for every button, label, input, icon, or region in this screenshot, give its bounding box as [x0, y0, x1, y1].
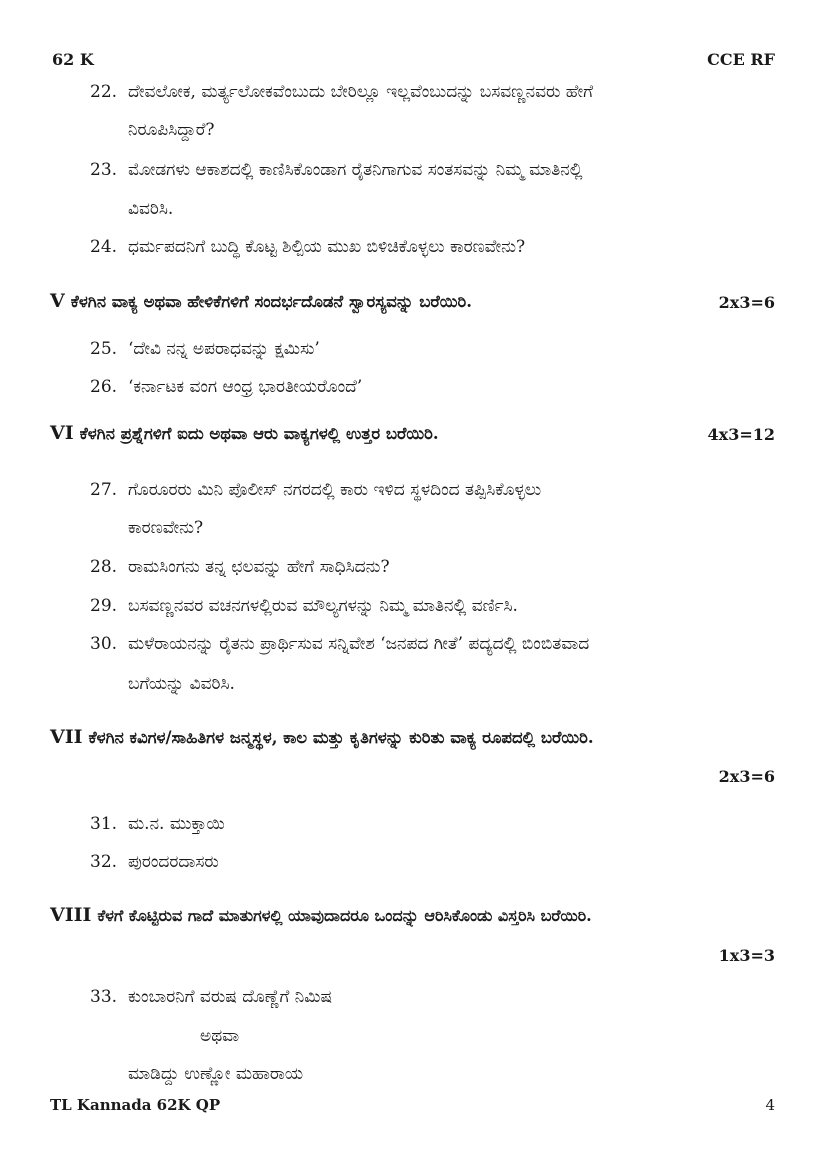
footer-label: TL Kannada 62K QP — [50, 1096, 221, 1114]
question-text: ಮಳೆರಾಯನನ್ನು ರೈತನು ಪ್ರಾರ್ಥಿಸುವ ಸನ್ನಿವೇಶ ‘ಜನಪದ ಗೀತೆ’ ಪದ್ಯದಲ್ಲಿ ಬಿಂಬಿತವಾದ — [128, 634, 590, 654]
section-v-marks: 2x3=6 — [718, 293, 775, 312]
section-numeral: VI — [50, 422, 74, 444]
question-text: ಮೋಡಗಳು ಆಕಾಶದಲ್ಲಿ ಕಾಣಿಸಿಕೊಂಡಾಗ ರೈತನಿಗಾಗುವ ಸಂತಸವನ್ನು ನಿಮ್ಮ ಮಾತಿನಲ್ಲಿ — [128, 160, 583, 180]
question-26 — [90, 375, 362, 399]
section-title: ಕೆಳಗಿನ ವಾಕ್ಯ ಅಥವಾ ಹೇಳಿಕೆಗಳಿಗೆ ಸಂದರ್ಭದೊಡನೆ ಸ್ವಾರಸ್ಯವನ್ನು ಬರೆಯಿರಿ. — [70, 292, 472, 311]
or-separator: ಅಥವಾ — [200, 1026, 240, 1046]
section-v-heading — [50, 290, 472, 312]
header-code: 62 K — [52, 50, 94, 69]
question-23-cont: ವಿವರಿಸಿ. — [128, 199, 174, 219]
question-text: ‘ಕರ್ನಾಟಕ ವಂಗ ಆಂಧ್ರ ಭಾರತೀಯರೊಂದೆ’ — [128, 377, 363, 397]
question-number: 31. — [90, 814, 118, 834]
question-number: 27. — [90, 480, 118, 500]
section-numeral: VII — [50, 726, 83, 748]
question-text: ಬಸವಣ್ಣನವರ ವಚನಗಳಲ್ಲಿರುವ ಮೌಲ್ಯಗಳನ್ನು ನಿಮ್ಮ ಮಾತಿನಲ್ಲಿ ವರ್ಣಿಸಿ. — [128, 596, 518, 616]
question-32 — [90, 850, 219, 874]
header-series: CCE RF — [707, 50, 775, 69]
question-text: ಧರ್ಮಪದನಿಗೆ ಬುದ್ಧಿ ಕೊಟ್ಟ ಶಿಲ್ಪಿಯ ಮುಖ ಬಿಳಿಚಿಕೊಳ್ಳಲು ಕಾರಣವೇನು? — [128, 237, 526, 257]
question-number: 29. — [90, 596, 118, 616]
question-30-cont: ಬಗೆಯನ್ನು ವಿವರಿಸಿ. — [128, 674, 235, 694]
question-33 — [90, 985, 332, 1009]
question-text: ಮ.ನ. ಮುಕ್ತಾಯಿ — [128, 814, 225, 834]
question-number: 24. — [90, 237, 118, 257]
section-title: ಕೆಳಗೆ ಕೊಟ್ಟಿರುವ ಗಾದೆ ಮಾತುಗಳಲ್ಲಿ ಯಾವುದಾದರೂ ಒಂದನ್ನು ಆರಿಸಿಕೊಂಡು ವಿಸ್ತರಿಸಿ ಬರೆಯಿರಿ. — [97, 906, 592, 925]
question-29 — [90, 594, 518, 618]
section-vi-heading — [50, 422, 439, 444]
question-22-cont: ನಿರೂಪಿಸಿದ್ದಾರೆ? — [128, 120, 215, 140]
question-text: ರಾಮಸಿಂಗನು ತನ್ನ ಛಲವನ್ನು ಹೇಗೆ ಸಾಧಿಸಿದನು? — [128, 557, 390, 577]
section-title: ಕೆಳಗಿನ ಪ್ರಶ್ನೆಗಳಿಗೆ ಐದು ಅಥವಾ ಆರು ವಾಕ್ಯಗಳಲ್ಲಿ ಉತ್ತರ ಬರೆಯಿರಿ. — [79, 424, 439, 443]
question-number: 25. — [90, 339, 118, 359]
question-text: ದೇವಲೋಕ, ಮರ್ತ್ಯಲೋಕವೆಂಬುದು ಬೇರಿಲ್ಲೂ ಇಲ್ಲವೆಂಬುದನ್ನು ಬಸವಣ್ಣನವರು ಹೇಗೆ — [128, 82, 594, 102]
section-vii-heading — [50, 726, 594, 748]
question-27 — [90, 478, 541, 502]
section-numeral: V — [50, 290, 65, 312]
question-text: ಪುರಂದರದಾಸರು — [128, 852, 219, 872]
question-28 — [90, 555, 390, 579]
section-viii-marks: 1x3=3 — [718, 946, 775, 965]
question-number: 23. — [90, 160, 118, 180]
question-number: 22. — [90, 82, 118, 102]
question-text: ಕುಂಬಾರನಿಗೆ ವರುಷ ದೊಣ್ಣೆಗೆ ನಿಮಿಷ — [128, 987, 333, 1007]
question-number: 26. — [90, 377, 118, 397]
section-vii-marks: 2x3=6 — [718, 767, 775, 786]
question-31 — [90, 812, 225, 836]
question-text: ಗೊರೂರರು ಮಿನಿ ಪೊಲೀಸ್ ನಗರದಲ್ಲಿ ಕಾರು ಇಳಿದ ಸ್ಥಳದಿಂದ ತಪ್ಪಿಸಿಕೊಳ್ಳಲು — [128, 480, 542, 500]
question-25 — [90, 337, 320, 361]
question-22 — [90, 80, 593, 104]
section-numeral: VIII — [50, 904, 92, 926]
question-24 — [90, 235, 525, 259]
question-23 — [90, 158, 583, 182]
question-number: 30. — [90, 634, 118, 654]
section-vi-marks: 4x3=12 — [707, 425, 775, 444]
question-text: ‘ದೇವಿ ನನ್ನ ಅಪರಾಧವನ್ನು ಕ್ಷಮಿಸು’ — [128, 339, 320, 359]
question-27-cont: ಕಾರಣವೇನು? — [128, 518, 204, 538]
question-number: 32. — [90, 852, 118, 872]
section-title: ಕೆಳಗಿನ ಕವಿಗಳ/ಸಾಹಿತಿಗಳ ಜನ್ಮಸ್ಥಳ, ಕಾಲ ಮತ್ತು ಕೃತಿಗಳನ್ನು ಕುರಿತು ವಾಕ್ಯ ರೂಪದಲ್ಲಿ ಬರೆಯಿರಿ. — [88, 728, 594, 747]
section-viii-heading — [50, 904, 592, 926]
page-number: 4 — [765, 1096, 775, 1114]
question-30 — [90, 632, 589, 656]
question-33-option2: ಮಾಡಿದ್ದು ಉಣ್ಣೋ ಮಹಾರಾಯ — [128, 1064, 304, 1084]
question-number: 33. — [90, 987, 118, 1007]
question-number: 28. — [90, 557, 118, 577]
